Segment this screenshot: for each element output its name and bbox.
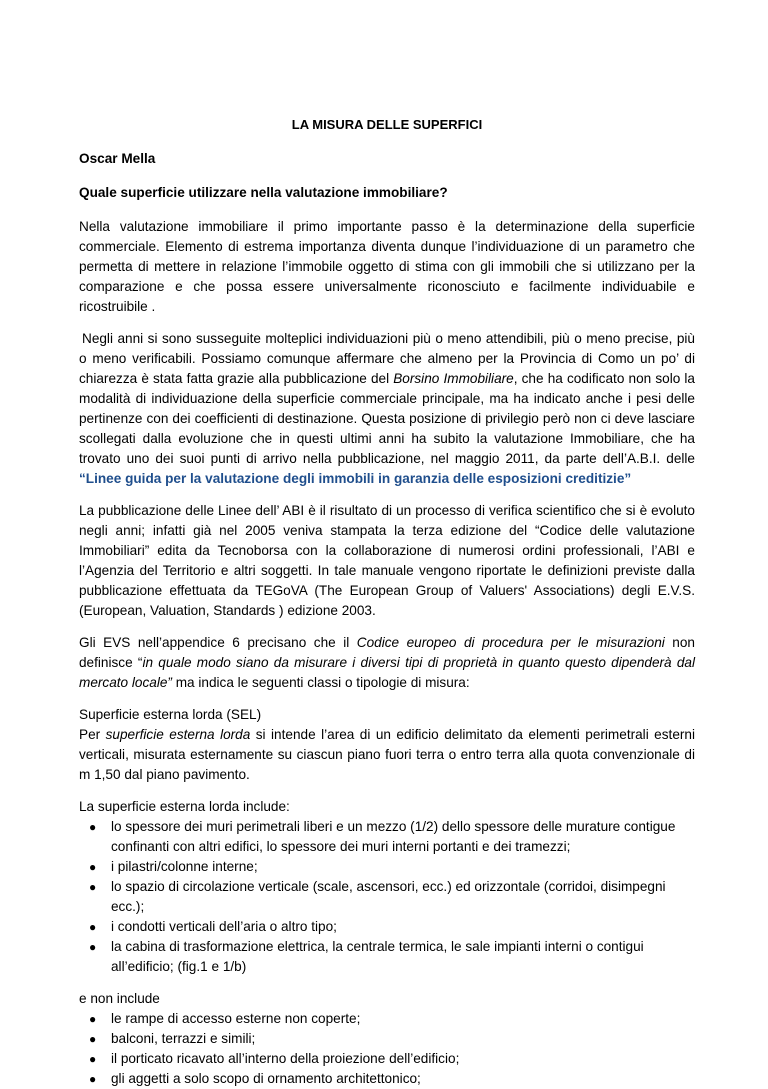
- list-item: [89, 917, 695, 937]
- list-item-text: le rampe di accesso esterne non coperte;: [111, 1011, 361, 1026]
- paragraph-4-italic-2: in quale modo siano da misurare i diversi tipi di proprietà in quanto questo dipenderà dal mercato locale”: [79, 655, 695, 690]
- spacer: [79, 977, 695, 989]
- paragraph-4-text-b: non definisce “: [79, 635, 695, 670]
- paragraph-1: Nella valutazione immobiliare il primo importante passo è la determinazione della superficie commerciale. Elemento di estrema importanza diventa dunque l’individuazione di un parametro che permetta di mettere in relazione l’immobile oggetto di stima con gli immobili che si utilizzano per la comparazione e che possa essere universalmente riconosciuto e facilmente individuabile e ricostruibile .: [79, 219, 695, 314]
- list-item-text: i condotti verticali dell’aria o altro tipo;: [111, 919, 337, 934]
- list-item: [89, 1009, 695, 1029]
- bullet-icon: ●: [89, 1052, 97, 1066]
- document-body: [79, 115, 695, 1089]
- list-item-text: i pilastri/colonne interne;: [111, 859, 258, 874]
- bullet-icon: ●: [89, 1072, 97, 1086]
- includes-list: [79, 817, 695, 977]
- excludes-list: [79, 1009, 695, 1089]
- bullet-icon: ●: [89, 1032, 97, 1046]
- list-item: [89, 937, 695, 977]
- list-item-text: lo spazio di circolazione verticale (scale, ascensori, ecc.) ed orizzontale (corridoi, disimpegni ecc.);: [111, 879, 666, 914]
- list-item: [89, 1049, 695, 1069]
- list-item-text: lo spessore dei muri perimetrali liberi e un mezzo (1/2) dello spessore delle murature contigue confinanti con altri edifici, lo spessore dei muri interni portanti e dei tramezzi;: [111, 819, 676, 854]
- includes-label: La superficie esterna lorda include:: [79, 799, 290, 814]
- document-title: LA MISURA DELLE SUPERFICI: [291, 117, 483, 132]
- paragraph-4-italic-1: Codice europeo di procedura per le misurazioni: [356, 635, 665, 650]
- abi-guidelines-link[interactable]: “Linee guida per la valutazione degli immobili in garanzia delle esposizioni creditizie”: [79, 471, 632, 486]
- paragraph-2-text-a: Negli anni si sono susseguite molteplici individuazioni più o meno attendibili, più o meno precise, più o meno verificabili. Possiamo comunque affermare che almeno per la Provincia di Como un po’ di chiarezza è stata fatta grazie alla pubblicazione del: [79, 331, 695, 386]
- author-name: Oscar Mella: [79, 151, 156, 166]
- bullet-icon: ●: [89, 940, 97, 954]
- paragraph-2-text-b: , che ha codificato non solo la modalità di individuazione della superficie commerciale principale, ma ha indicato anche i pesi delle pertinenze con dei coefficienti di destinazione. Questa posizione di privilegio però non ci deve lasciare scollegati dalla evoluzione che in questi ultimi anni ha subito la valutazione Immobiliare, che ha trovato uno dei suoi punti di arrivo nella pubblicazione, nel maggio 2011, da parte dell’A.B.I. delle: [79, 371, 695, 466]
- bullet-icon: ●: [89, 1012, 97, 1026]
- paragraph-3: La pubblicazione delle Linee dell’ ABI è il risultato di un processo di verifica scientifico che si è evoluto negli anni; infatti già nel 2005 veniva stampata la terza edizione del “Codice delle valutazione Immobiliari” edita da Tecnoborsa con la collaborazione di numerosi ordini professionali, l’ABI e l’Agenzia del Territorio e altri soggetti. In tale manuale vengono riportate le definizioni previste dalla pubblicazione effettuata da TEGoVA (The European Group of Valuers' Associations) degli E.V.S. (European, Valuation, Standards ) edizione 2003.: [79, 503, 695, 618]
- paragraph-2: [79, 329, 695, 489]
- list-item: [89, 857, 695, 877]
- paragraph-2-italic: Borsino Immobiliare: [393, 371, 514, 386]
- bullet-icon: ●: [89, 860, 97, 874]
- paragraph-4-text-c: ma indica le seguenti classi o tipologie di misura:: [171, 675, 470, 690]
- list-item: [89, 877, 695, 917]
- list-item-text: gli aggetti a solo scopo di ornamento architettonico;: [111, 1071, 421, 1086]
- list-item-text: il porticato ricavato all’interno della proiezione dell’edificio;: [111, 1051, 460, 1066]
- sel-definition-text-b: si intende l’area di un edificio delimitato da elementi perimetrali esterni verticali, misurata esternamente su ciascun piano fuori terra o entro terra alla quota convenzionale di m 1,50 dal piano pavimento.: [79, 727, 695, 782]
- paragraph-4: [79, 633, 695, 693]
- bullet-icon: ●: [89, 820, 97, 834]
- bullet-icon: ●: [89, 920, 97, 934]
- sel-definition-italic: superficie esterna lorda: [105, 727, 251, 742]
- excludes-label: e non include: [79, 991, 160, 1006]
- bullet-icon: ●: [89, 880, 97, 894]
- list-item: [89, 1029, 695, 1049]
- sel-definition-text-a: Per: [79, 727, 106, 742]
- sel-definition: [79, 725, 695, 785]
- section-question: Quale superficie utilizzare nella valutazione immobiliare?: [79, 185, 448, 200]
- list-item: [89, 817, 695, 857]
- list-item-text: la cabina di trasformazione elettrica, la centrale termica, le sale impianti interni o contigui all’edificio; (fig.1 e 1/b): [111, 939, 644, 974]
- paragraph-4-text-a: Gli EVS nell’appendice 6 precisano che il: [79, 635, 357, 650]
- list-item-text: balconi, terrazzi e simili;: [111, 1031, 256, 1046]
- list-item: [89, 1069, 695, 1089]
- sel-heading: Superficie esterna lorda (SEL): [79, 707, 262, 722]
